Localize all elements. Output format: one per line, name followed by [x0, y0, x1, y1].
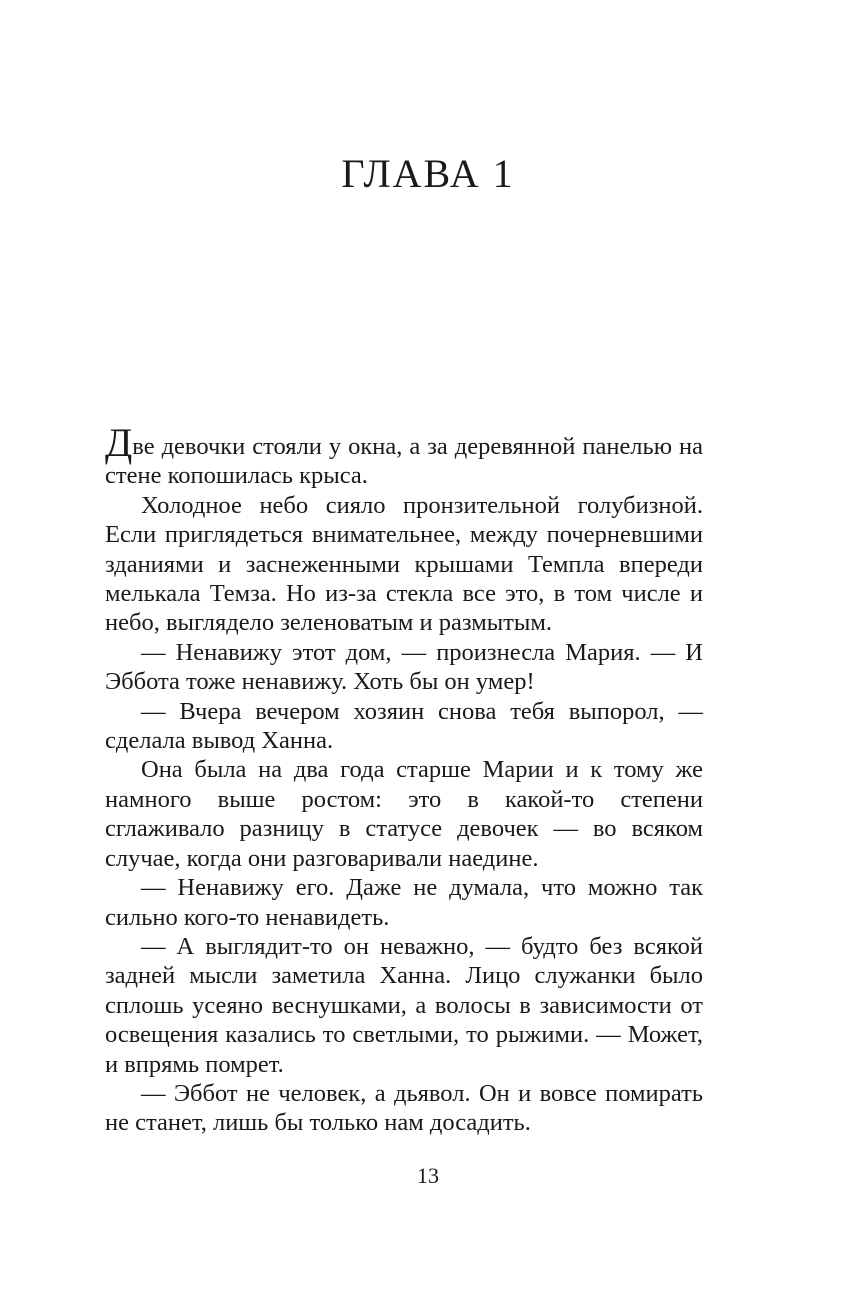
- drop-cap: Д: [105, 420, 133, 465]
- paragraph-1: [105, 420, 703, 491]
- paragraph-4: — Вчера вечером хозяин снова тебя выпорол, — сделала вывод Ханна.: [105, 697, 703, 755]
- paragraph-7: — А выглядит-то он неважно, — будто без всякой задней мысли заметила Ханна. Лицо служанки было сплошь усеяно веснушками, а волосы в зависимости от освещения казались то светлыми, то рыжими. — Может, и впрямь помрет.: [105, 932, 703, 1078]
- chapter-title: ГЛАВА 1: [341, 151, 515, 196]
- page-number: 13: [417, 1163, 439, 1188]
- paragraph-8: — Эббот не человек, а дьявол. Он и вовсе помирать не станет, лишь бы только нам досадить.: [105, 1079, 703, 1137]
- paragraph-3: — Ненавижу этот дом, — произнесла Мария. — И Эббота тоже ненавижу. Хоть бы он умер!: [105, 638, 703, 696]
- paragraph-1-text: ве девочки стояли у окна, а за деревянной панелью на стене копошилась крыса.: [105, 433, 703, 490]
- body-text: [105, 420, 703, 1138]
- paragraph-5: Она была на два года старше Марии и к тому же намного выше ростом: это в какой-то степени сглаживало разницу в статусе девочек — во всяком случае, когда они разговаривали наедине.: [105, 756, 703, 872]
- paragraph-2: Холодное небо сияло пронзительной голубизной. Если приглядеться внимательнее, между почерневшими зданиями и заснеженными крышами Темпла впереди мелькала Темза. Но из-за стекла все это, в том числе и небо, выглядело зеленоватым и размытым.: [105, 491, 703, 637]
- paragraph-6: — Ненавижу его. Даже не думала, что можно так сильно кого-то ненавидеть.: [105, 874, 703, 931]
